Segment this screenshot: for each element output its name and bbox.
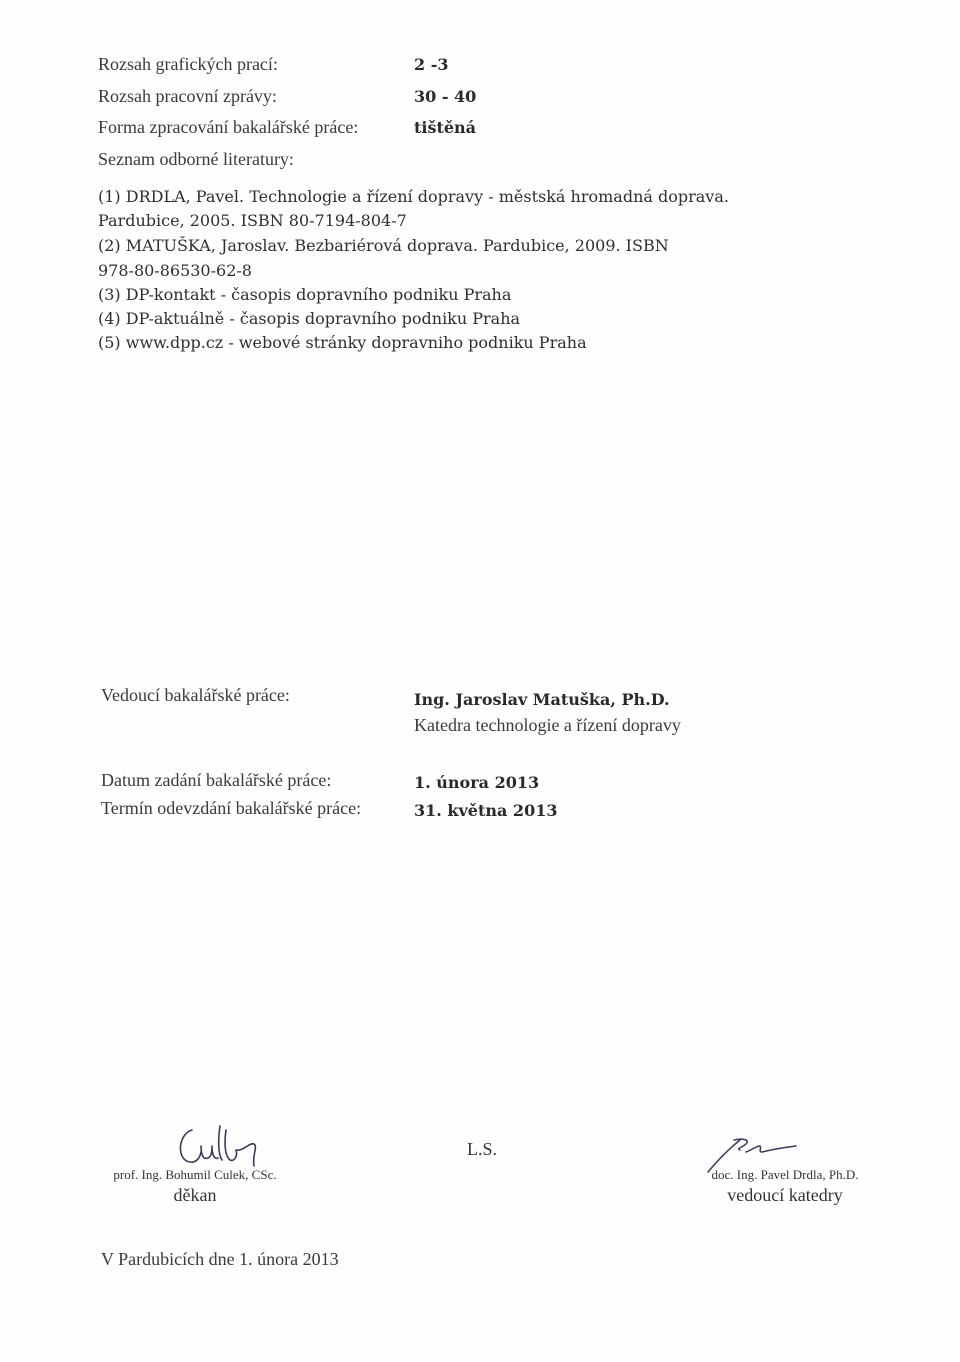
literature-heading: Seznam odborné literatury: [98, 149, 294, 169]
deadline-label: Termín odevzdání bakalářské práce: [101, 798, 362, 818]
assigned-date-value: 1. února 2013 [414, 773, 540, 792]
dean-signature [170, 1120, 270, 1170]
place-and-date: V Pardubicích dne 1. února 2013 [101, 1249, 339, 1269]
literature-item: (1) DRDLA, Pavel. Technologie a řízení dopravy - městská hromadná doprava. [98, 187, 729, 206]
stamp-placeholder: L.S. [467, 1139, 498, 1159]
dean-name: prof. Ing. Bohumil Culek, CSc. [113, 1167, 277, 1182]
report-scope-label: Rozsah pracovní zprávy: [98, 86, 277, 106]
assigned-date-label: Datum zadání bakalářské práce: [101, 770, 332, 790]
form-value: tištěná [414, 118, 477, 137]
dean-role: děkan [173, 1185, 217, 1205]
literature-item: (3) DP-kontakt - časopis dopravního podniku Praha [98, 285, 512, 304]
report-scope-value: 30 - 40 [414, 87, 477, 106]
literature-item: (2) MATUŠKA, Jaroslav. Bezbariérová doprava. Pardubice, 2009. ISBN [98, 236, 669, 255]
supervisor-department: Katedra technologie a řízení dopravy [414, 715, 681, 735]
head-name: doc. Ing. Pavel Drdla, Ph.D. [711, 1167, 859, 1182]
graphics-scope-value: 2 -3 [414, 55, 449, 74]
head-role: vedoucí katedry [727, 1185, 843, 1205]
form-label: Forma zpracování bakalářské práce: [98, 117, 359, 137]
literature-item: 978-80-86530-62-8 [98, 261, 252, 280]
supervisor-label: Vedoucí bakalářské práce: [101, 685, 290, 705]
literature-item: Pardubice, 2005. ISBN 80-7194-804-7 [98, 211, 407, 230]
graphics-scope-label: Rozsah grafických prací: [98, 54, 278, 74]
deadline-value: 31. května 2013 [414, 801, 558, 820]
literature-item: (5) www.dpp.cz - webové stránky dopravniho podniku Praha [98, 333, 587, 352]
literature-item: (4) DP-aktuálně - časopis dopravního podniku Praha [98, 309, 521, 328]
supervisor-name: Ing. Jaroslav Matuška, Ph.D. [414, 690, 670, 709]
